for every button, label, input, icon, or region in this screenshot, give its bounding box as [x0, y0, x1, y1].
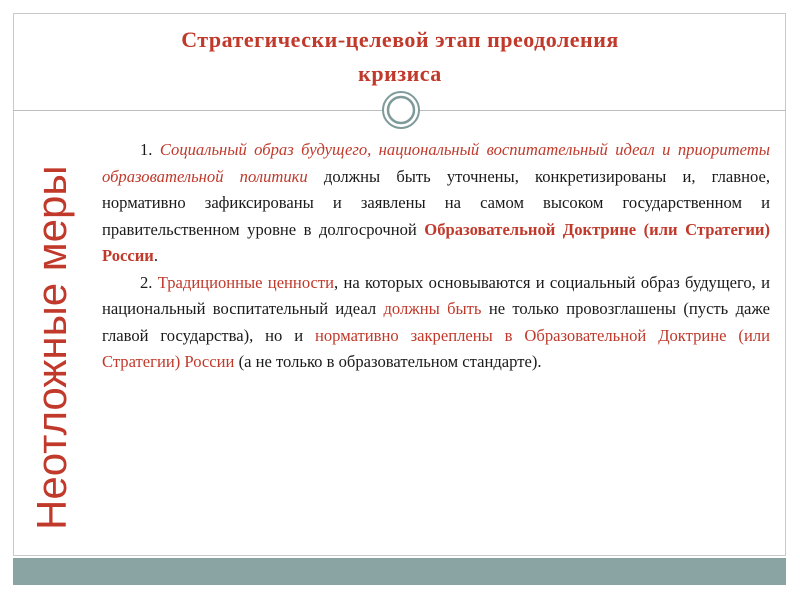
circle-ornament-icon [381, 90, 421, 130]
paragraph-2-number: 2. [140, 272, 153, 292]
paragraph-1-segment-3: Образовательной Доктрине (или Стратегии) России [102, 219, 770, 265]
paragraph-1-segment-2: должны быть уточнены, конкретизированы и, главное, нормативно зафиксированы и заявлены на самом высоком государственном и правительственном уровне в долгосрочной [102, 166, 770, 239]
paragraph-1 [102, 137, 770, 270]
slide-title [30, 23, 770, 91]
body-text [102, 137, 770, 376]
footer-bar [13, 558, 786, 585]
side-label: Неотложные меры [28, 165, 75, 530]
paragraph-2-segment-3: должны быть [383, 299, 482, 318]
paragraph-1-segment-1: Социальный образ будущего, национальный воспитательный идеал и приоритеты образовательной политики [102, 140, 770, 186]
paragraph-2-segment-2: , на которых основываются и социальный образ будущего, и национальный воспитательный идеал [102, 272, 770, 318]
paragraph-1-number: 1. [140, 140, 153, 159]
paragraph-2-segment-1: Традиционные ценности [152, 272, 335, 292]
slide-title-line-1: Стратегически-целевой этап преодоления [181, 27, 619, 52]
paragraph-2-segment-5: нормативно закреплены в Образовательной Доктрине (или Стратегии) России [102, 325, 770, 371]
paragraph-2-segment-6: (а не только в образовательном стандарте). [234, 352, 542, 371]
paragraph-2-segment-4: не только провозглашены (пусть даже главой государства), но и [102, 299, 770, 345]
paragraph-2 [102, 270, 770, 376]
slide-title-line-2: кризиса [358, 61, 442, 86]
paragraph-1-segment-4: . [153, 246, 159, 265]
